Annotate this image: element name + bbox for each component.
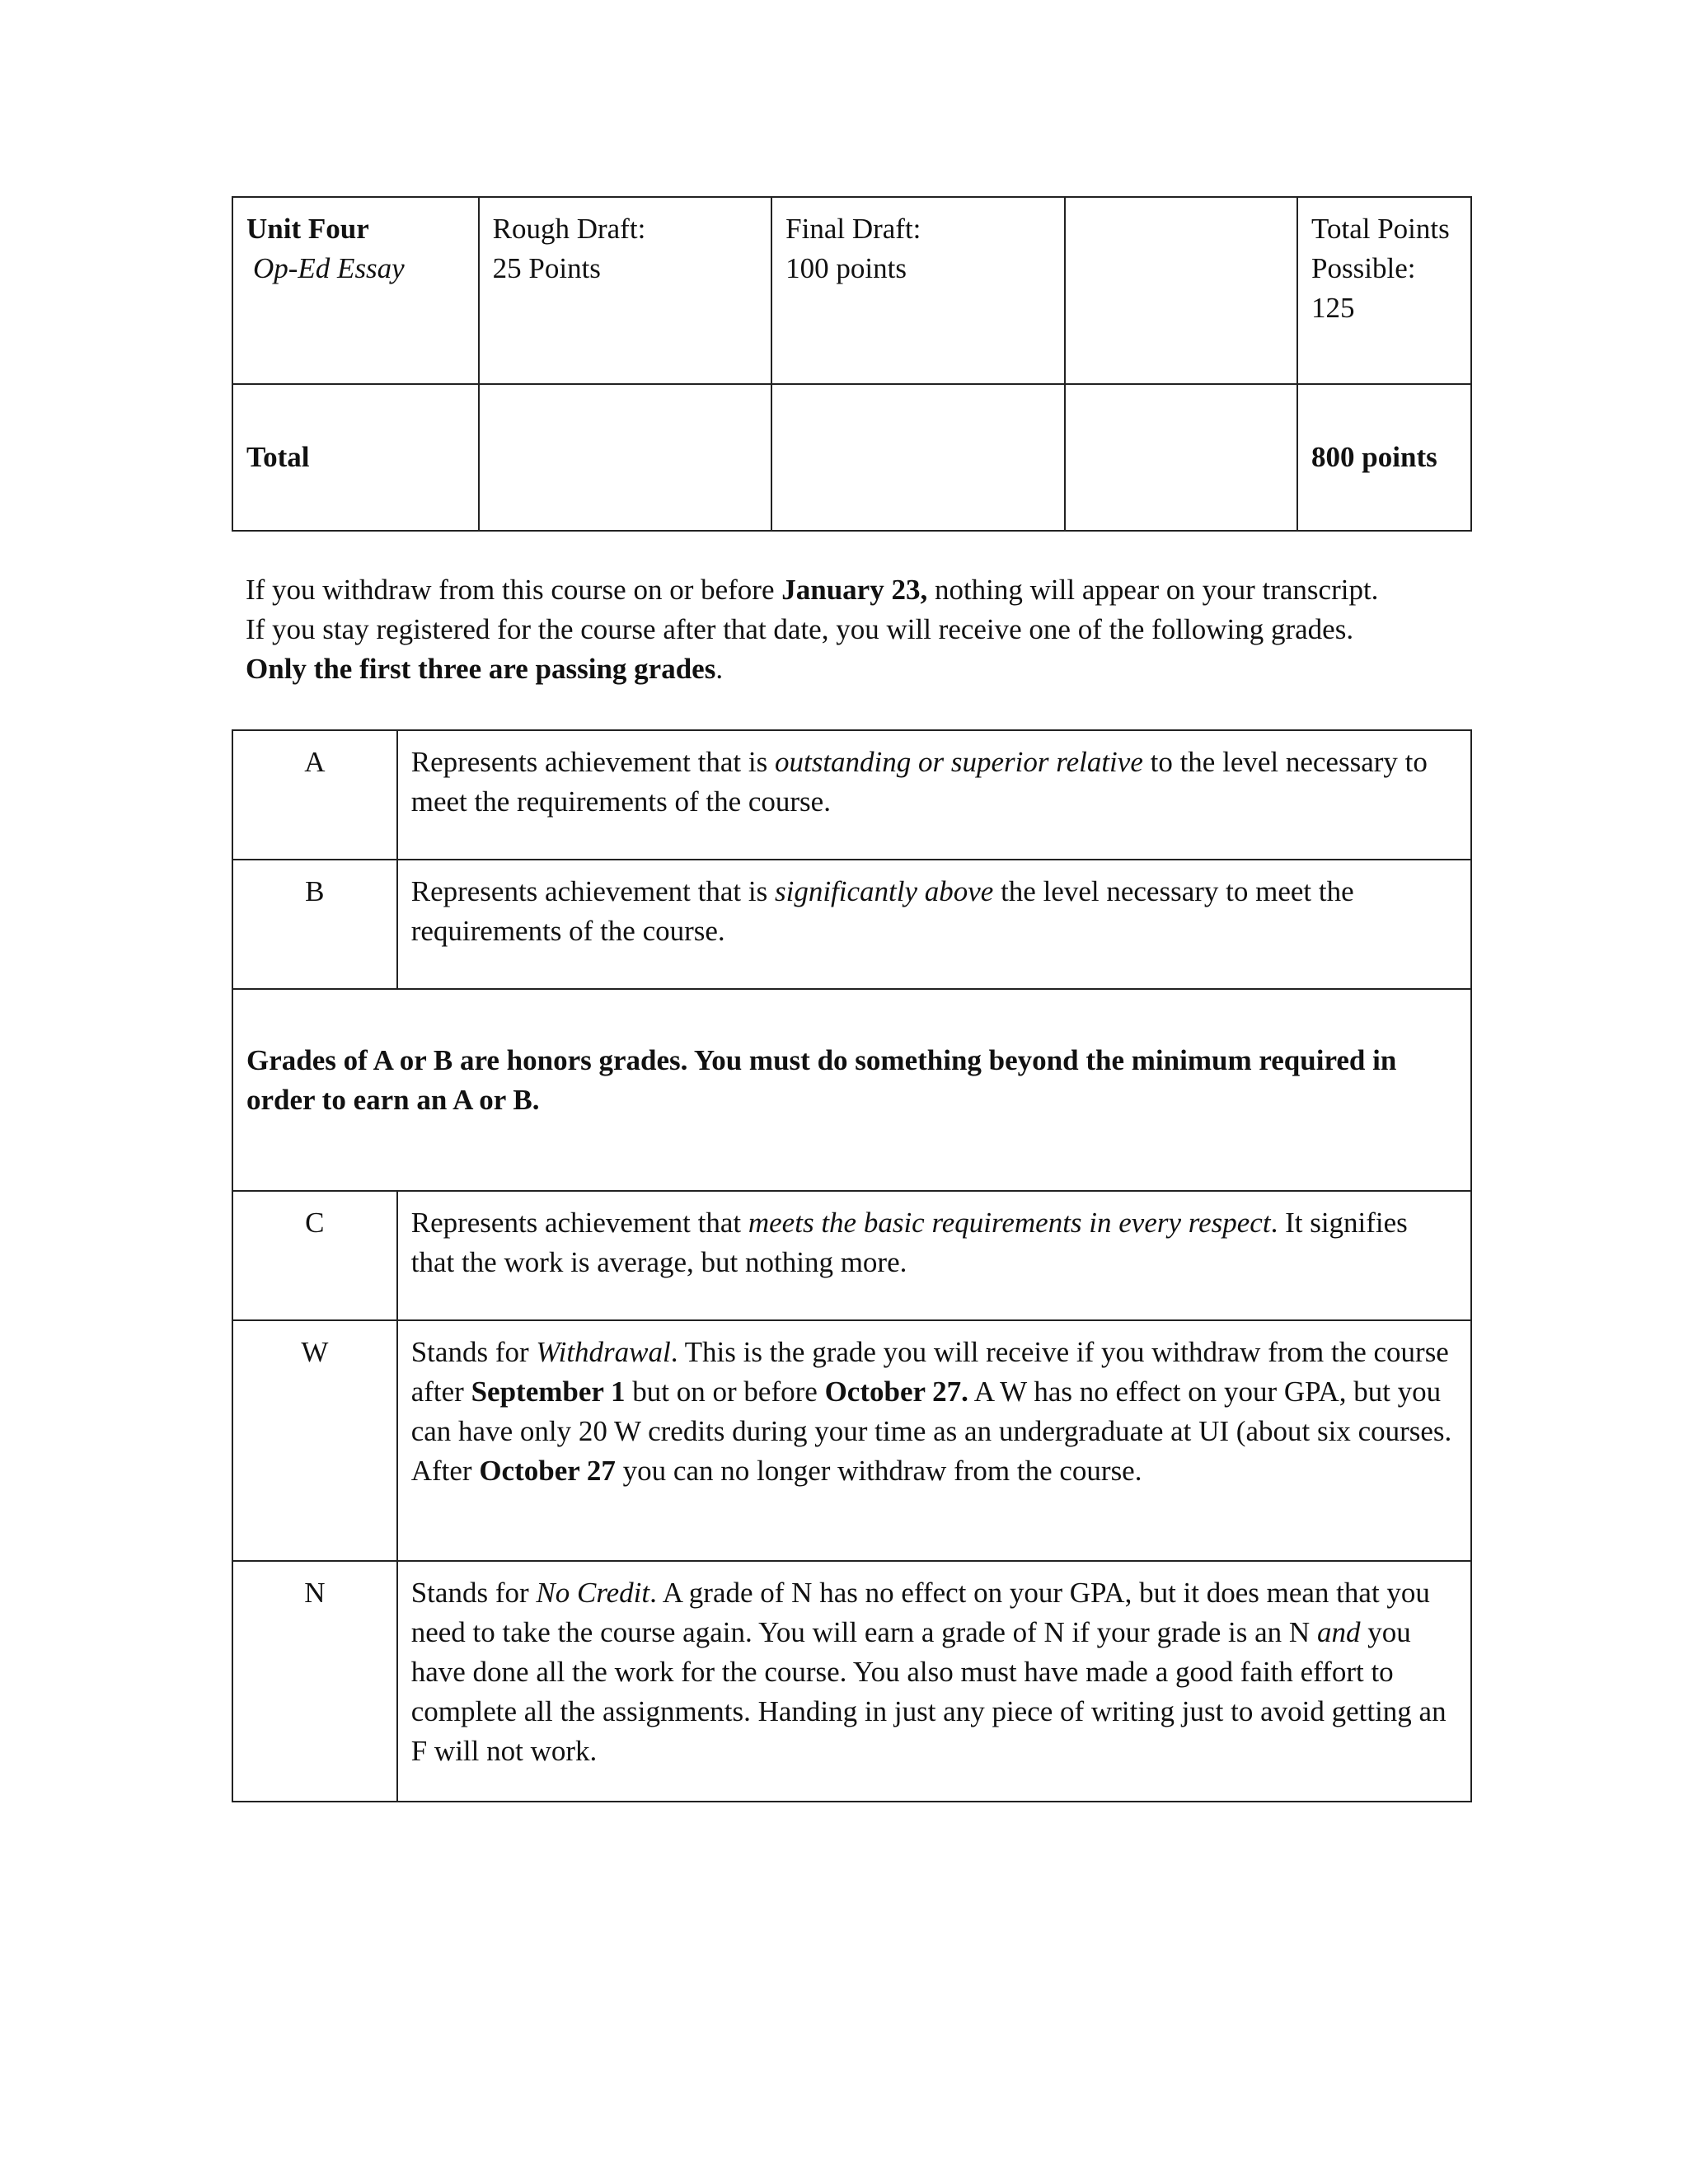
total-label: Total [246, 441, 310, 473]
table-row-unit-four [232, 197, 1471, 384]
grade-description: Represents achievement that meets the basic requirements in every respect. It signifies that the work is average, but nothing more. [410, 1207, 1408, 1278]
grade-description: Represents achievement that is significantly above the level necessary to meet the requirements of the course. [410, 875, 1354, 947]
withdrawal-date: January 23, [781, 574, 928, 606]
total-points-value: 125 [1311, 292, 1355, 324]
grade-description-cell [397, 1561, 1471, 1802]
grade-letter: C [305, 1207, 325, 1239]
grade-letter: B [305, 875, 325, 907]
rough-draft-points: 25 Points [492, 252, 601, 284]
table-row-total [232, 384, 1471, 531]
cell-empty [479, 384, 772, 531]
cell-final-draft [771, 197, 1065, 384]
cell-total-points [1297, 197, 1471, 384]
grade-letter: N [304, 1577, 326, 1609]
grade-description: Represents achievement that is outstanding or superior relative to the level necessary to meet the requirements of the course. [410, 746, 1428, 818]
total-points-line2: Possible: [1311, 252, 1416, 284]
honors-note-cell [232, 989, 1471, 1191]
cell-empty [1065, 384, 1297, 531]
points-table [232, 196, 1472, 532]
grade-letter: W [301, 1336, 329, 1368]
grade-description-cell [397, 1320, 1471, 1561]
honors-note: Grades of A or B are honors grades. You must do something beyond the minimum required in order to earn an A or B. [246, 1044, 1397, 1116]
withdrawal-line-2: If you stay registered for the course after that date, you will receive one of the following grades. [246, 613, 1354, 645]
final-draft-label: Final Draft: [785, 213, 921, 245]
withdrawal-paragraph [246, 570, 1482, 689]
grade-description: Stands for Withdrawal. This is the grade you will receive if you withdraw from the course after September 1 but on or before October 27. A W has no effect on your GPA, but you can have only 20 W credits during your time as an undergraduate at UI (about six courses. After October 27 you can no longer withdraw from the course. [410, 1336, 1452, 1487]
total-value: 800 points [1311, 441, 1437, 473]
grade-description: Stands for No Credit. A grade of N has no effect on your GPA, but it does mean that you need to take the course again. You will earn a grade of N if your grade is an N and you have done all the work for the course. You also must have made a good faith effort to complete all the assignments. Handing in just any piece of writing just to avoid getting an F will not work. [410, 1577, 1447, 1767]
table-row-grade-c [232, 1191, 1471, 1320]
table-row-grade-a [232, 730, 1471, 860]
table-row-grade-n [232, 1561, 1471, 1802]
cell-unit [232, 197, 479, 384]
cell-empty [771, 384, 1065, 531]
cell-total-label [232, 384, 479, 531]
grade-description-cell [397, 730, 1471, 860]
grade-description-cell [397, 1191, 1471, 1320]
cell-empty [1065, 197, 1297, 384]
grade-letter-cell [232, 730, 397, 860]
grades-table [232, 729, 1472, 1802]
grade-letter-cell [232, 860, 397, 989]
rough-draft-label: Rough Draft: [492, 213, 646, 245]
cell-total-value [1297, 384, 1471, 531]
grade-letter-cell [232, 1191, 397, 1320]
cell-rough-draft [479, 197, 772, 384]
final-draft-points: 100 points [785, 252, 907, 284]
table-row-honors-note [232, 989, 1471, 1191]
passing-grades-note: Only the first three are passing grades [246, 653, 716, 685]
grade-letter-cell [232, 1561, 397, 1802]
withdrawal-line-1: If you withdraw from this course on or before January 23, nothing will appear on your transcript. [246, 574, 1379, 606]
grade-letter: A [304, 746, 326, 778]
table-row-grade-w [232, 1320, 1471, 1561]
total-points-line1: Total Points [1311, 213, 1450, 245]
unit-title: Unit Four [246, 213, 369, 245]
unit-subtitle: Op-Ed Essay [253, 252, 405, 284]
grade-letter-cell [232, 1320, 397, 1561]
table-row-grade-b [232, 860, 1471, 989]
withdrawal-line-3: Only the first three are passing grades. [246, 653, 724, 685]
grade-description-cell [397, 860, 1471, 989]
